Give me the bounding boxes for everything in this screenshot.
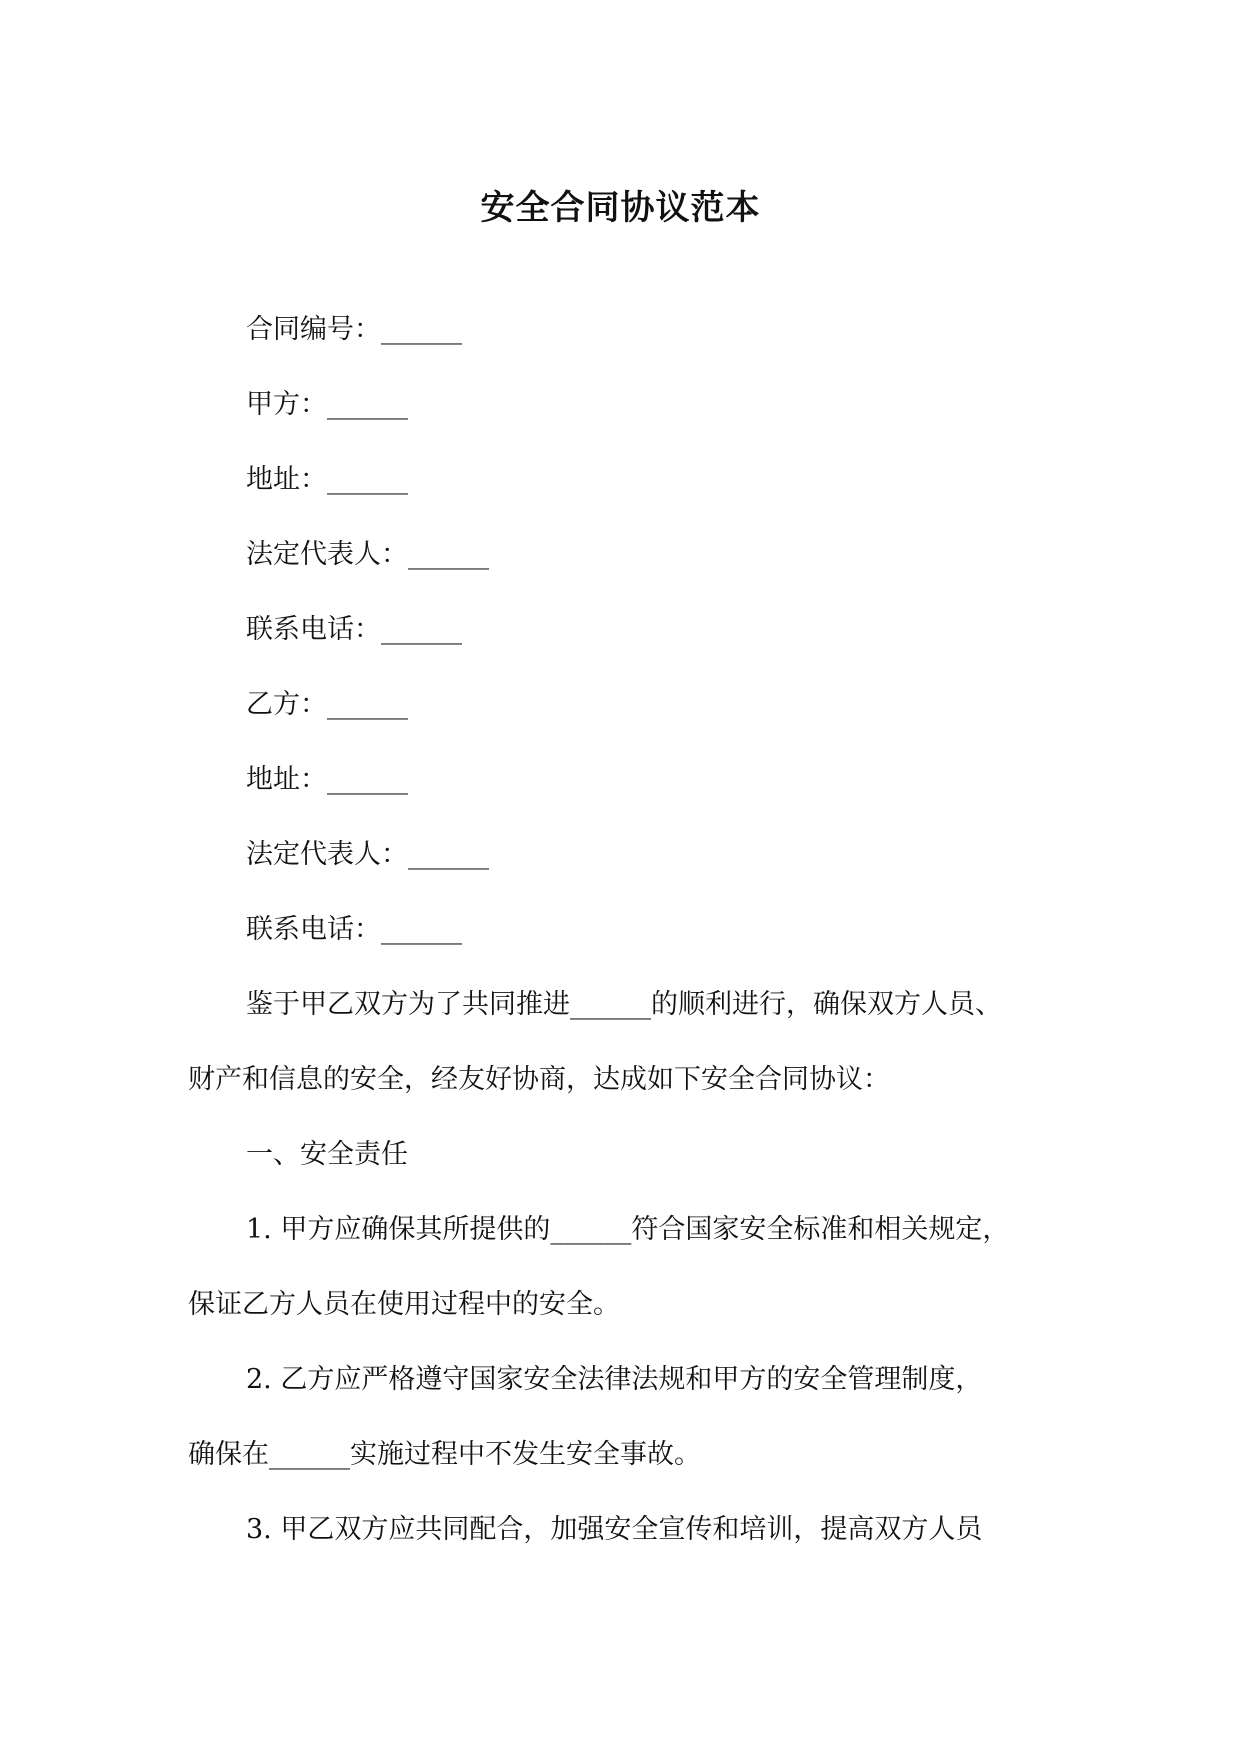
- section-heading-safety-responsibility: 一、安全责任: [246, 1139, 408, 1170]
- field-party-b-legal-representative: 法定代表人：______: [246, 839, 489, 870]
- document-title: 安全合同协议范本: [480, 188, 761, 228]
- field-party-b-address: 地址：______: [246, 764, 408, 795]
- clause-3-line-1: 3. 甲乙双方应共同配合，加强安全宣传和培训，提高双方人员: [246, 1514, 983, 1545]
- field-party-b-phone: 联系电话：______: [246, 914, 462, 945]
- field-party-a-address: 地址：______: [246, 464, 408, 495]
- intro-line-2: 财产和信息的安全，经友好协商，达成如下安全合同协议：: [188, 1064, 890, 1095]
- field-party-a-phone: 联系电话：______: [246, 614, 462, 645]
- intro-line-1: 鉴于甲乙双方为了共同推进______的顺利进行，确保双方人员、: [246, 989, 1002, 1020]
- clause-1-line-1: 1. 甲方应确保其所提供的______符合国家安全标准和相关规定，: [246, 1214, 1010, 1245]
- field-party-a: 甲方：______: [246, 389, 408, 420]
- field-contract-number: 合同编号：______: [246, 314, 462, 345]
- field-party-b: 乙方：______: [246, 689, 408, 720]
- clause-2-line-2: 确保在______实施过程中不发生安全事故。: [188, 1439, 701, 1470]
- clause-2-line-1: 2. 乙方应严格遵守国家安全法律法规和甲方的安全管理制度，: [246, 1364, 983, 1395]
- field-party-a-legal-representative: 法定代表人：______: [246, 539, 489, 570]
- clause-1-line-2: 保证乙方人员在使用过程中的安全。: [188, 1289, 620, 1320]
